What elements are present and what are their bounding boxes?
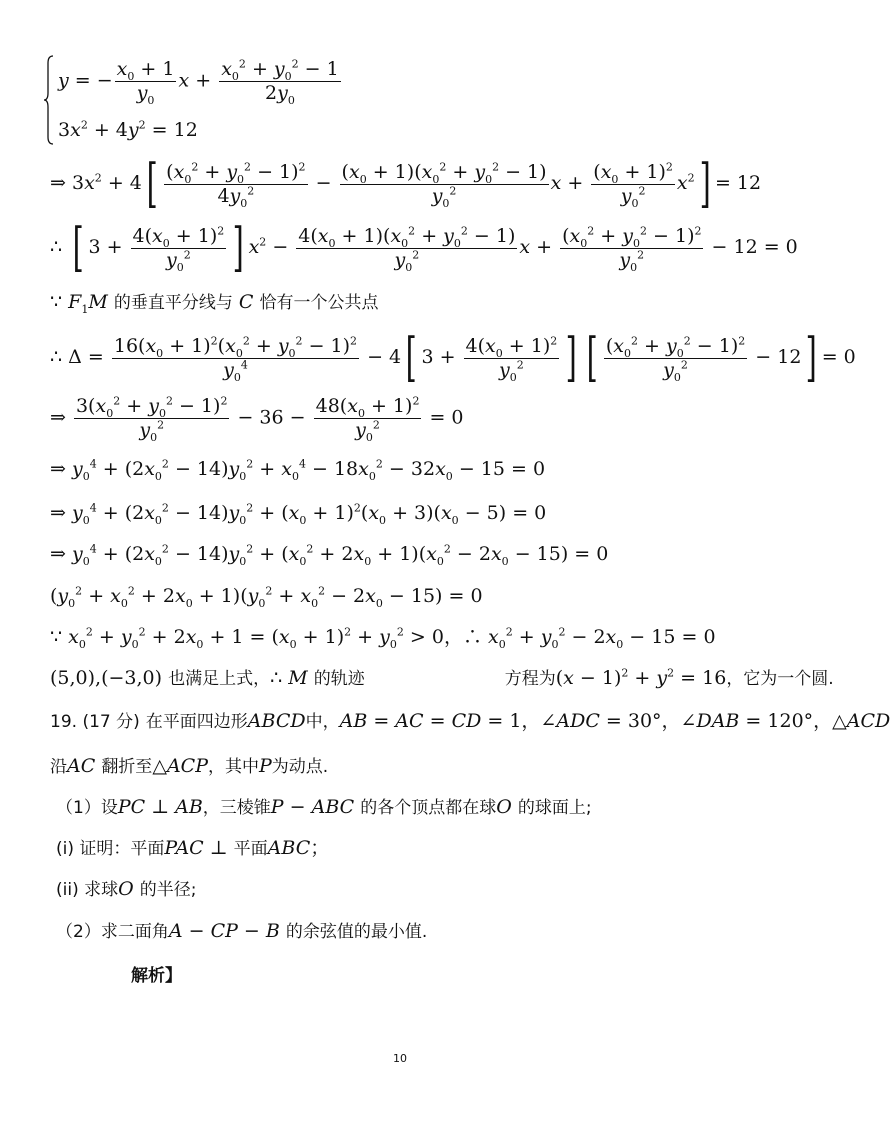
positivity-line: ∵ $x_0^2 + y_0^2 + 2x_0 + 1 = (x_0 + 1)^2 + y_0^2 > 0$，∴ $x_0^2 + y_0^2 - 2x_0 - 15 = 0$ [50,625,716,651]
sub-question-2: （2）求二面角A − CP − B 的余弦值的最小值. [56,920,428,942]
expansion-line-3: ⇒ $y_0^4 + (2x_0^2 - 14)y_0^2 + (x_0^2 + 2x_0 + 1)(x_0^2 - 2x_0 - 15) = 0$ [50,542,609,568]
question-19-line-2: 沿AC 翻折至△ACP，其中P为动点. [50,755,329,777]
system-brace [44,55,54,145]
expansion-line-2: ⇒ $y_0^4 + (2x_0^2 - 14)y_0^2 + (x_0 + 1)^2(x_0 + 3)(x_0 - 5) = 0$ [50,501,547,527]
analysis-heading: 解析】 [131,966,182,986]
substitution-line: ⇒ $3x^2 + 4$[ $\frac{(x_0^2 + y_0^2 - 1)^2}{4y_0^2}$ − $\frac{(x_0 + 1)(x_0^2 + y_0^2 - 1)}{y_0^2}$ x + $\frac{(x_0 + 1)^2}{y_0^2}$ $x^2] = 12$ [50,154,762,214]
factored-line: $(y_0^2 + x_0^2 + 2x_0 + 1)(y_0^2 + x_0^2 - 2x_0 - 15) = 0$ [50,584,483,610]
quadratic-line: ∴ [ 3 + $\frac{4(x_0 + 1)^2}{y_0^2}$ ] $x^2$ − $\frac{4(x_0 + 1)(x_0^2 + y_0^2 - 1)}{y_0^2}$ x + $\frac{(x_0^2 + y_0^2 - 1)^2}{y_0^2}$ − 12 = 0 [50,218,798,278]
expansion-line-1: ⇒ $y_0^4 + (2x_0^2 - 14)y_0^2 + x_0^4 - 18x_0^2 - 32x_0 - 15 = 0$ [50,457,546,483]
ellipse-equation-line: $3x^2 + 4y^2 = 12$ [58,118,198,141]
page-number: 10 [393,1052,407,1065]
question-19-line-1: 19. (17 分) 在平面四边形ABCD中，AB = AC = CD = 1，∠ADC = 30°，∠DAB = 120°，△ACD [50,710,890,732]
sub-question-ii: (ii) 求球O 的半径; [56,878,197,900]
discriminant-line: ∴ Δ = $\frac{16(x_0 + 1)^2(x_0^2 + y_0^2 - 1)^2}{y_0^4}$ − 4[ 3 + $\frac{4(x_0 + 1)^2}{y_0^2}$ ] [ $\frac{(x_0^2 + y_0^2 - 1)^2}{y_0^2}$ − 12] = 0 [50,328,856,388]
tangent-condition-line: ∵ $F_1M$ 的垂直平分线与 C 恰有一个公共点 [50,291,379,316]
simplification-line: ⇒ $\frac{3(x_0^2 + y_0^2 - 1)^2}{y_0^2}$ − 36 − $\frac{48(x_0 + 1)^2}{y_0^2}$ = 0 [50,394,464,444]
system-equation-line: y = − $\frac{x_0 + 1}{y_0}$ x + $\frac{x_0^2 + y_0^2 - 1}{2y_0}$ [58,57,339,107]
sub-question-1: （1）设PC ⊥ AB，三棱锥P − ABC 的各个顶点都在球O 的球面上; [56,796,592,818]
locus-conclusion-line: (5,0),(−3,0) 也满足上式，∴ M 的轨迹 方程为$(x - 1)^2 + y^2 = 16$，它为一个圆. [50,666,834,689]
sub-question-i: (i) 证明：平面PAC ⊥ 平面ABC； [56,837,330,859]
